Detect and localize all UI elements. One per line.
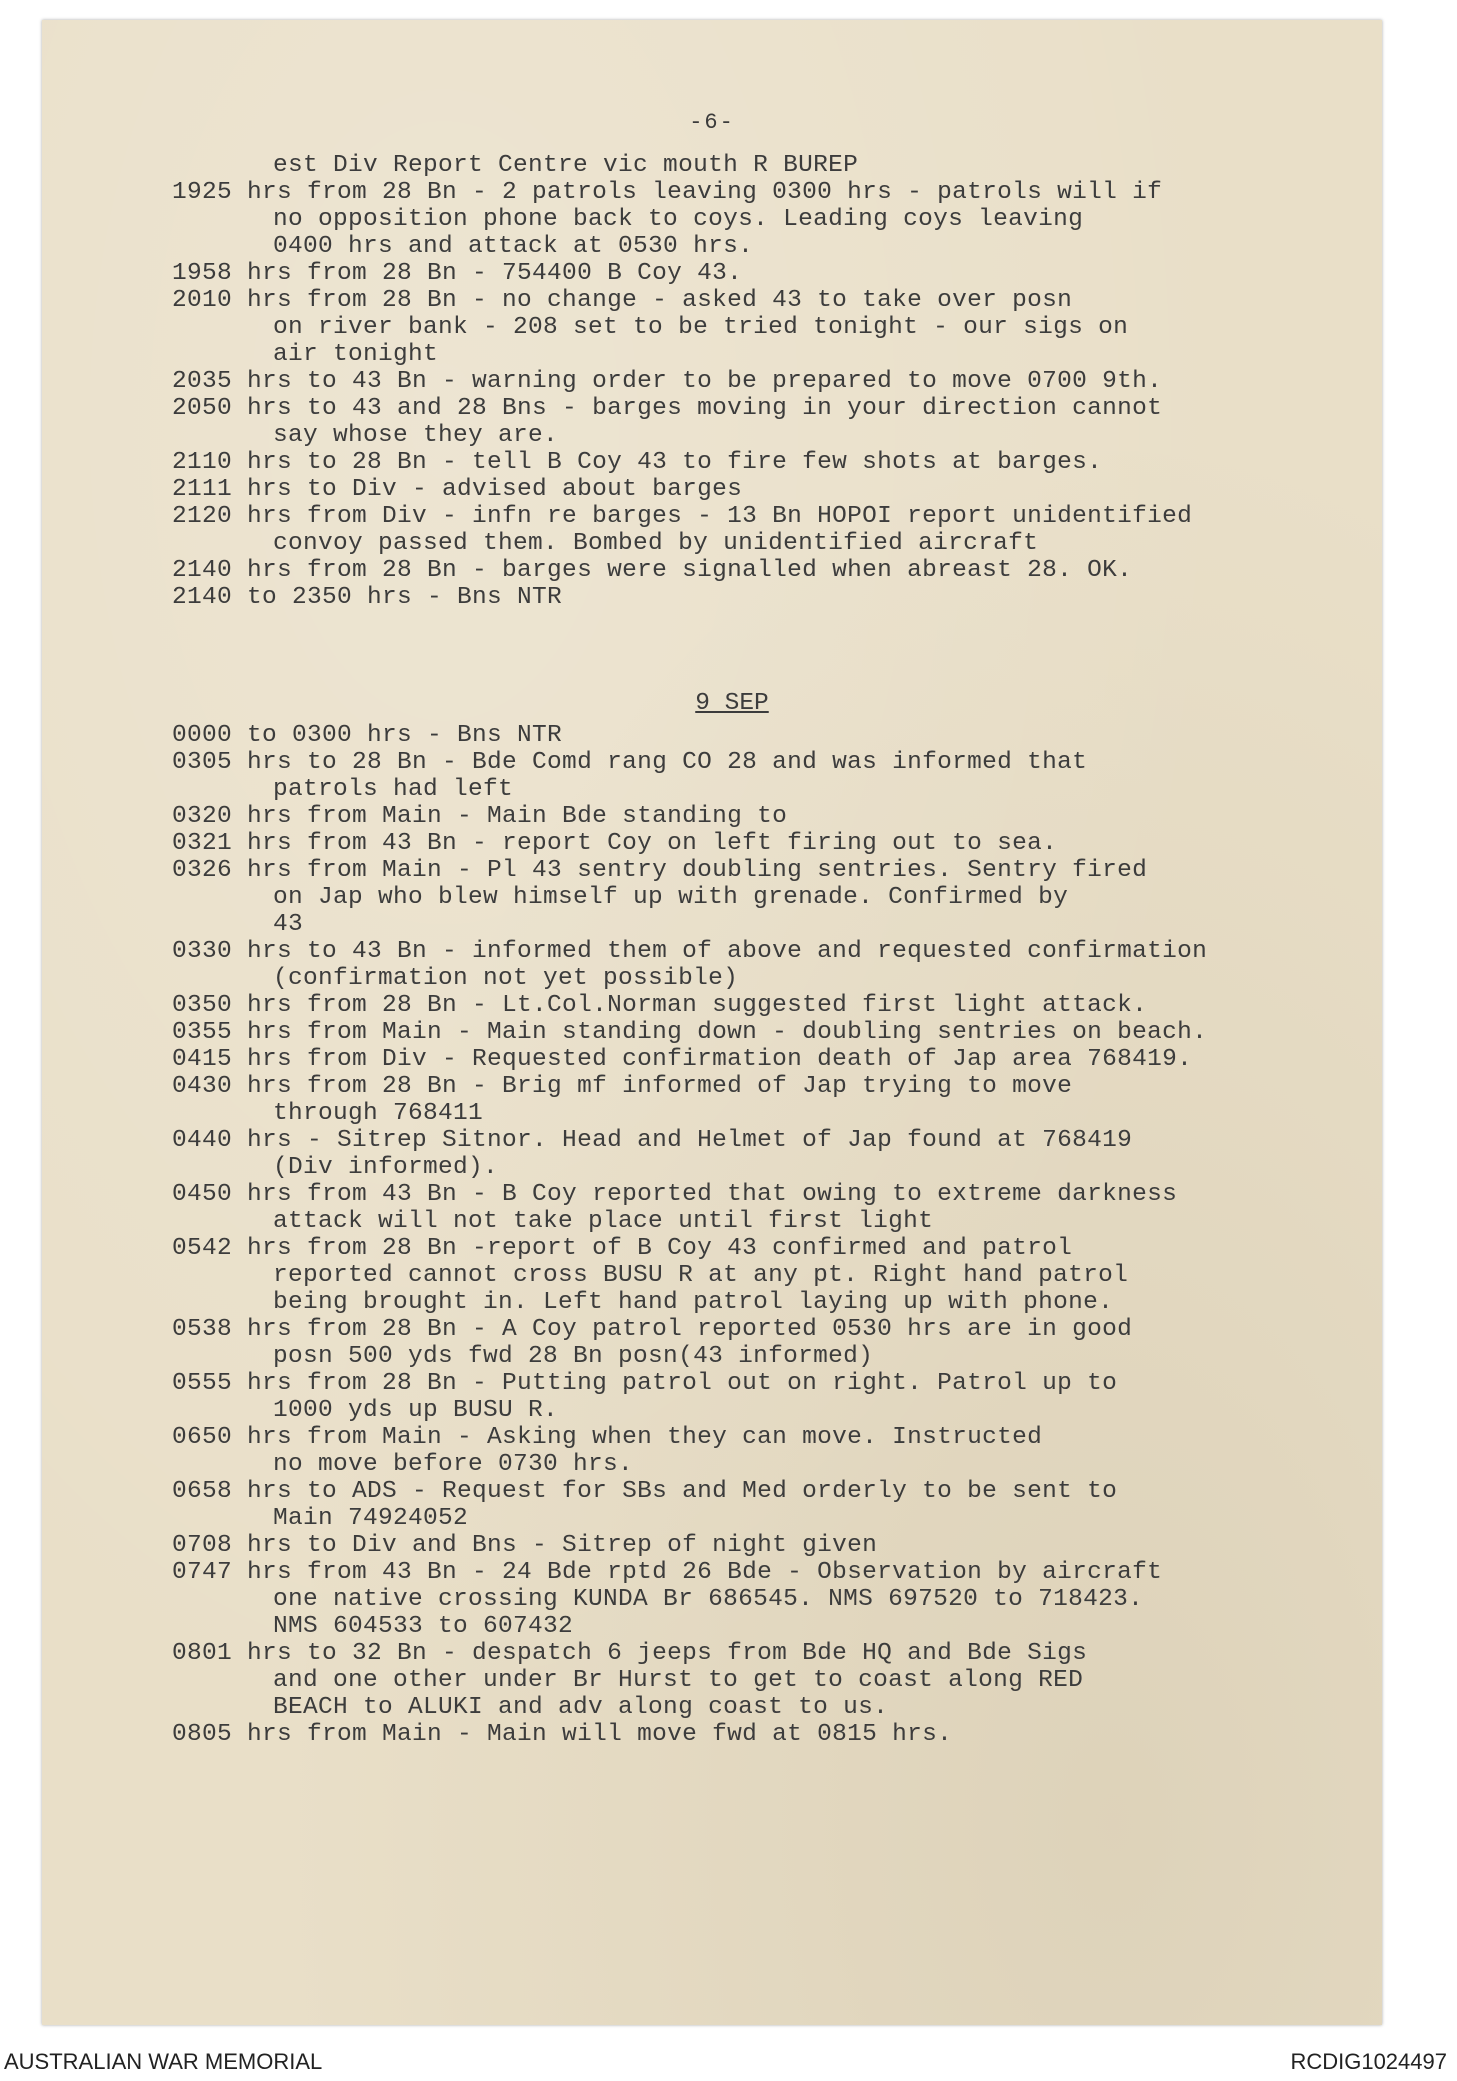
log-entry [172,1316,1342,1370]
log-entry-continuation: (Div informed). [273,1154,499,1181]
log-entry-line: 0326 hrs from Main - Pl 43 sentry doubling sentries. Sentry fired [172,857,1148,884]
log-entry-line: 2010 hrs from 28 Bn - no change - asked 43 to take over posn [172,287,1073,314]
log-entry-line: 2111 hrs to Div - advised about barges [172,476,743,503]
log-entry-continuation: (confirmation not yet possible) [273,965,739,992]
log-entry-continuation: one native crossing KUNDA Br 686545. NMS 697520 to 718423. [273,1586,1144,1613]
log-entry-line: 2120 hrs from Div - infn re barges - 13 Bn HOPOI report unidentified [172,503,1193,530]
log-entry [172,179,1342,260]
log-entry [172,368,1342,395]
footer-id: RCDIG1024497 [1290,2049,1447,2074]
log-entry [172,287,1342,368]
log-entry-line: 0305 hrs to 28 Bn - Bde Comd rang CO 28 and was informed that [172,749,1088,776]
footer-source: AUSTRALIAN WAR MEMORIAL [4,2049,323,2074]
log-entry-continuation: on Jap who blew himself up with grenade. Confirmed by [273,884,1069,911]
log-entry-line: 0801 hrs to 32 Bn - despatch 6 jeeps from Bde HQ and Bde Sigs [172,1640,1088,1667]
log-entry-line: 0542 hrs from 28 Bn -report of B Coy 43 confirmed and patrol [172,1235,1073,1262]
log-entry [172,1046,1342,1073]
log-entry-line: 0658 hrs to ADS - Request for SBs and Med orderly to be sent to [172,1478,1118,1505]
log-entry-line: 2140 hrs from 28 Bn - barges were signalled when abreast 28. OK. [172,557,1133,584]
log-entry-continuation: no move before 0730 hrs. [273,1451,634,1478]
log-entry-continuation: 43 [273,911,304,938]
log-entry [172,260,1342,287]
log-entry [172,857,1342,938]
log-entry-line: 1958 hrs from 28 Bn - 754400 B Coy 43. [172,260,743,287]
log-block-8-sep [172,152,1342,611]
footer [0,2025,1457,2081]
log-entry [172,1532,1342,1559]
date-heading: 9 SEP [695,690,769,717]
log-entry-continuation: reported cannot cross BUSU R at any pt. Right hand patrol [273,1262,1129,1289]
log-entry-line: est Div Report Centre vic mouth R BUREP [273,152,859,179]
log-entry [172,1073,1342,1127]
log-entry-line: 2050 hrs to 43 and 28 Bns - barges moving in your direction cannot [172,395,1163,422]
log-entry-continuation: and one other under Br Hurst to get to coast along RED [273,1667,1084,1694]
log-entry-continuation: convoy passed them. Bombed by unidentified aircraft [273,530,1039,557]
log-entry [172,1424,1342,1478]
log-entry-continuation: being brought in. Left hand patrol laying up with phone. [273,1289,1114,1316]
log-block-9-sep [172,722,1342,1748]
log-entry [172,749,1342,803]
log-entry [172,1721,1342,1748]
log-entry-line: 0320 hrs from Main - Main Bde standing to [172,803,788,830]
log-entry-continuation: 1000 yds up BUSU R. [273,1397,559,1424]
log-entry-line: 0747 hrs from 43 Bn - 24 Bde rptd 26 Bde - Observation by aircraft [172,1559,1163,1586]
log-entry-continuation: air tonight [273,341,439,368]
log-entry-line: 0708 hrs to Div and Bns - Sitrep of night given [172,1532,878,1559]
log-entry-line: 0350 hrs from 28 Bn - Lt.Col.Norman suggested first light attack. [172,992,1148,1019]
log-entry [172,449,1342,476]
log-entry-continuation: say whose they are. [273,422,559,449]
document-page [42,20,1382,2025]
log-entry [172,395,1342,449]
log-entry-line: 0430 hrs from 28 Bn - Brig mf informed of Jap trying to move [172,1073,1073,1100]
log-entry [172,1640,1342,1721]
log-entry [172,557,1342,584]
log-entry-continuation: 0400 hrs and attack at 0530 hrs. [273,233,754,260]
log-entry-line: 0450 hrs from 43 Bn - B Coy reported that owing to extreme darkness [172,1181,1178,1208]
log-entry-continuation: NMS 604533 to 607432 [273,1613,574,1640]
log-entry-line: 0330 hrs to 43 Bn - informed them of above and requested confirmation [172,938,1208,965]
log-entry-continuation: attack will not take place until first light [273,1208,934,1235]
log-entry [172,1235,1342,1316]
log-entry [172,503,1342,557]
log-entry [172,152,1342,179]
page-number: -6- [689,110,735,135]
log-entry-line: 0538 hrs from 28 Bn - A Coy patrol reported 0530 hrs are in good [172,1316,1133,1343]
log-entry [172,1370,1342,1424]
log-entry [172,1127,1342,1181]
log-entry [172,1559,1342,1640]
log-entry [172,830,1342,857]
log-entry [172,476,1342,503]
log-entry [172,992,1342,1019]
log-entry-continuation: on river bank - 208 set to be tried tonight - our sigs on [273,314,1129,341]
log-entry [172,803,1342,830]
log-entry-continuation: Main 74924052 [273,1505,469,1532]
log-entry-line: 0440 hrs - Sitrep Sitnor. Head and Helmet of Jap found at 768419 [172,1127,1133,1154]
log-entry [172,1019,1342,1046]
log-entry-line: 2140 to 2350 hrs - Bns NTR [172,584,563,611]
log-entry [172,938,1342,992]
log-entry-line: 0415 hrs from Div - Requested confirmation death of Jap area 768419. [172,1046,1193,1073]
log-entry-line: 1925 hrs from 28 Bn - 2 patrols leaving 0300 hrs - patrols will if [172,179,1163,206]
log-entry-continuation: through 768411 [273,1100,484,1127]
log-entry [172,584,1342,611]
log-entry [172,722,1342,749]
log-entry-continuation: no opposition phone back to coys. Leading coys leaving [273,206,1084,233]
log-entry-line: 2110 hrs to 28 Bn - tell B Coy 43 to fire few shots at barges. [172,449,1103,476]
log-entry-line: 0355 hrs from Main - Main standing down - doubling sentries on beach. [172,1019,1208,1046]
log-entry-continuation: posn 500 yds fwd 28 Bn posn(43 informed) [273,1343,874,1370]
log-entry [172,1478,1342,1532]
log-entry-line: 0321 hrs from 43 Bn - report Coy on left firing out to sea. [172,830,1058,857]
log-entry-continuation: patrols had left [273,776,514,803]
log-entry-line: 0650 hrs from Main - Asking when they can move. Instructed [172,1424,1043,1451]
log-entry-line: 0805 hrs from Main - Main will move fwd at 0815 hrs. [172,1721,953,1748]
log-entry-line: 0555 hrs from 28 Bn - Putting patrol out on right. Patrol up to [172,1370,1118,1397]
log-entry-line: 0000 to 0300 hrs - Bns NTR [172,722,563,749]
log-entry-continuation: BEACH to ALUKI and adv along coast to us. [273,1694,889,1721]
log-entry-line: 2035 hrs to 43 Bn - warning order to be prepared to move 0700 9th. [172,368,1163,395]
log-entry [172,1181,1342,1235]
